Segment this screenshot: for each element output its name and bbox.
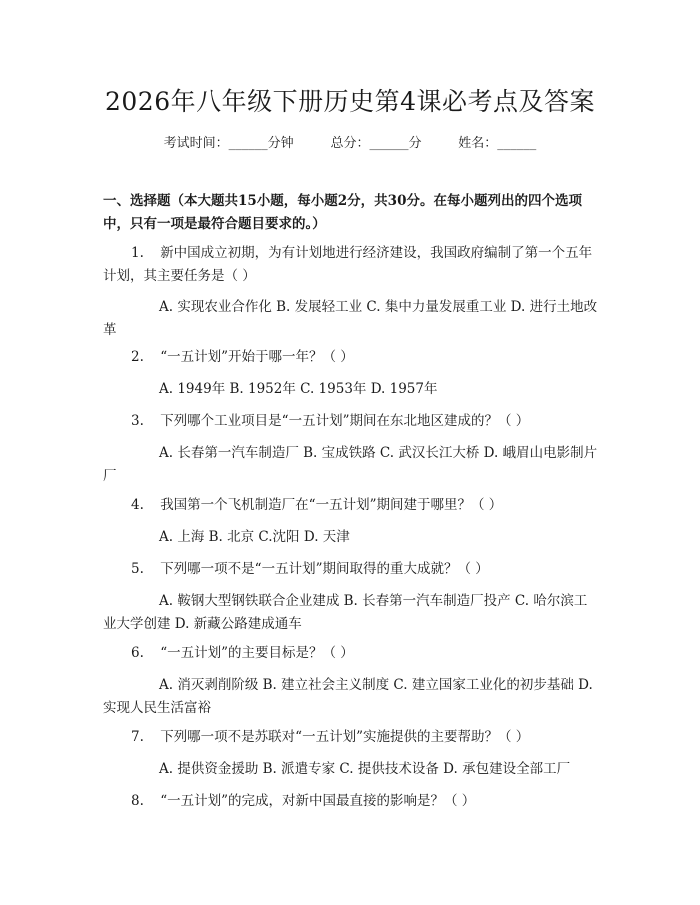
question-7-options: A. 提供资金援助 B. 派遣专家 C. 提供技术设备 D. 承包建设全部工厂 xyxy=(159,761,571,777)
exam-score: 总分：______分 xyxy=(330,136,422,151)
question-2-options: A. 1949年 B. 1952年 C. 1953年 D. 1957年 xyxy=(159,381,438,397)
question-number: 2. xyxy=(131,349,144,365)
question-stem: “一五计划”开始于哪一年？（ ） xyxy=(160,349,354,365)
question-number: 5. xyxy=(131,561,144,577)
question-number: 6. xyxy=(131,645,144,661)
question-1 xyxy=(103,242,599,288)
question-number: 1. xyxy=(131,245,144,261)
document-title: 2026年八年级下册历史第4课必考点及答案 xyxy=(104,87,596,116)
question-4-options: A. 上海 B. 北京 C.沈阳 D. 天津 xyxy=(159,529,350,545)
question-5 xyxy=(103,558,599,581)
question-stem: 新中国成立初期，为有计划地进行经济建设，我国政府编制了第一个五年计划，其主要任务是（ ） xyxy=(103,245,593,284)
question-8 xyxy=(103,790,599,813)
question-6-options: A. 消灭剥削阶级 B. 建立社会主义制度 C. 建立国家工业化的初步基础 D. 实现人民生活富裕 xyxy=(103,677,593,716)
question-2 xyxy=(103,346,599,369)
section-heading: 一、选择题（本大题共15小题，每小题2分，共30分。在每小题列出的四个选项中，只有一项是最符合题目要求的。） xyxy=(103,193,582,232)
question-stem: 下列哪一项不是苏联对“一五计划”实施提供的主要帮助？（ ） xyxy=(160,729,530,745)
question-stem: 下列哪个工业项目是“一五计划”期间在东北地区建成的？（ ） xyxy=(160,413,530,429)
question-4 xyxy=(103,494,599,517)
exam-time: 考试时间：______分钟 xyxy=(163,136,294,151)
question-number: 7. xyxy=(131,729,144,745)
question-7 xyxy=(103,726,599,749)
student-name: 姓名：______ xyxy=(458,136,537,151)
question-number: 4. xyxy=(131,497,144,513)
exam-meta xyxy=(0,132,700,151)
question-number: 3. xyxy=(131,413,144,429)
question-stem: “一五计划”的主要目标是？（ ） xyxy=(160,645,354,661)
question-number: 8. xyxy=(131,793,144,809)
question-stem: 下列哪一项不是“一五计划”期间取得的重大成就？（ ） xyxy=(160,561,489,577)
question-1-options: A. 实现农业合作化 B. 发展轻工业 C. 集中力量发展重工业 D. 进行土地改革 xyxy=(103,299,598,338)
question-3-options: A. 长春第一汽车制造厂 B. 宝成铁路 C. 武汉长江大桥 D. 峨眉山电影制片厂 xyxy=(103,445,598,484)
question-5-options: A. 鞍钢大型钢铁联合企业建成 B. 长春第一汽车制造厂投产 C. 哈尔滨工业大学创建 D. 新藏公路建成通车 xyxy=(103,593,588,632)
question-3 xyxy=(103,410,599,433)
question-6 xyxy=(103,642,599,665)
question-stem: 我国第一个飞机制造厂在“一五计划”期间建于哪里？（ ） xyxy=(160,497,503,513)
question-stem: “一五计划”的完成，对新中国最直接的影响是？（ ） xyxy=(160,793,476,809)
